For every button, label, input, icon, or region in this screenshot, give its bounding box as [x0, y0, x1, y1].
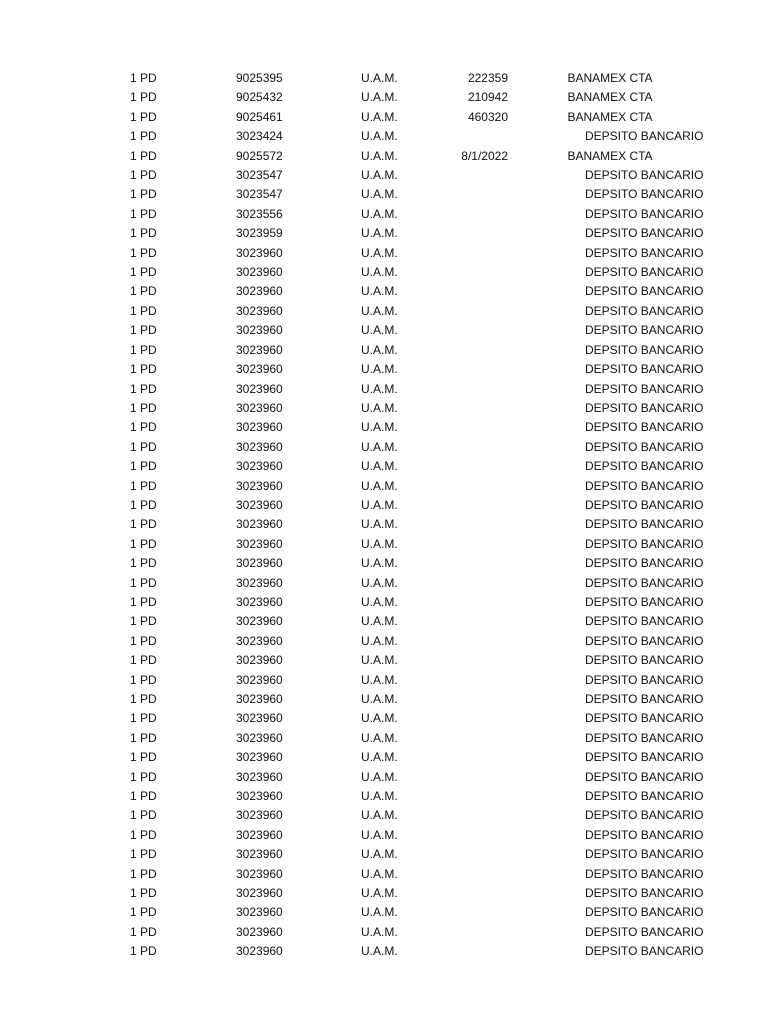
cell-description: DEPSITO BANCARIO: [585, 556, 704, 571]
cell-document-number: 3023960: [236, 847, 283, 862]
cell-organization: U.A.M.: [361, 847, 398, 862]
cell-organization: U.A.M.: [361, 478, 398, 493]
cell-reference: [430, 787, 508, 806]
table-row: [0, 360, 768, 379]
cell-description: DEPSITO BANCARIO: [585, 536, 704, 551]
cell-reference: [430, 438, 508, 457]
cell-reference: [430, 826, 508, 845]
cell-type: 1 PD: [130, 168, 157, 183]
cell-organization: U.A.M.: [361, 614, 398, 629]
cell-reference: [430, 632, 508, 651]
table-row: [0, 224, 768, 243]
cell-document-number: 3023960: [236, 245, 283, 260]
cell-type: 1 PD: [130, 148, 157, 163]
cell-organization: U.A.M.: [361, 633, 398, 648]
cell-organization: U.A.M.: [361, 886, 398, 901]
table-row: [0, 806, 768, 825]
cell-document-number: 3023960: [236, 381, 283, 396]
cell-reference: [430, 748, 508, 767]
cell-document-number: 3023960: [236, 672, 283, 687]
cell-organization: U.A.M.: [361, 71, 398, 85]
table-row: [0, 593, 768, 612]
cell-reference: [430, 845, 508, 864]
cell-description: DEPSITO BANCARIO: [585, 924, 704, 939]
cell-type: 1 PD: [130, 653, 157, 668]
table-row: [0, 768, 768, 787]
cell-type: 1 PD: [130, 847, 157, 862]
cell-type: 1 PD: [130, 536, 157, 551]
cell-description: DEPSITO BANCARIO: [585, 303, 704, 318]
table-row: [0, 884, 768, 903]
cell-reference: [430, 554, 508, 573]
cell-document-number: 3023960: [236, 866, 283, 881]
table-row: [0, 399, 768, 418]
cell-description: DEPSITO BANCARIO: [585, 594, 704, 609]
cell-description: DEPSITO BANCARIO: [585, 168, 704, 183]
cell-type: 1 PD: [130, 303, 157, 318]
cell-type: 1 PD: [130, 362, 157, 377]
cell-document-number: 9025461: [236, 109, 283, 124]
table-row: [0, 166, 768, 185]
cell-type: 1 PD: [130, 478, 157, 493]
cell-type: 1 PD: [130, 750, 157, 765]
cell-reference: [430, 515, 508, 534]
cell-description: DEPSITO BANCARIO: [585, 866, 704, 881]
cell-description: DEPSITO BANCARIO: [585, 827, 704, 842]
spreadsheet-page: [0, 69, 768, 962]
cell-type: 1 PD: [130, 944, 157, 959]
cell-type: 1 PD: [130, 439, 157, 454]
cell-type: 1 PD: [130, 71, 157, 85]
cell-type: 1 PD: [130, 265, 157, 280]
cell-reference: [430, 380, 508, 399]
table-row: [0, 612, 768, 631]
cell-organization: U.A.M.: [361, 168, 398, 183]
cell-reference: [430, 690, 508, 709]
cell-type: 1 PD: [130, 633, 157, 648]
cell-type: 1 PD: [130, 594, 157, 609]
cell-description: DEPSITO BANCARIO: [585, 439, 704, 454]
cell-organization: U.A.M.: [361, 187, 398, 202]
cell-reference: [430, 127, 508, 146]
table-row: [0, 127, 768, 146]
cell-organization: U.A.M.: [361, 536, 398, 551]
cell-reference: [430, 302, 508, 321]
cell-reference: [430, 399, 508, 418]
cell-description: DEPSITO BANCARIO: [585, 575, 704, 590]
cell-reference: [430, 729, 508, 748]
table-row: [0, 88, 768, 107]
cell-document-number: 3023960: [236, 342, 283, 357]
cell-organization: U.A.M.: [361, 556, 398, 571]
cell-reference: [430, 593, 508, 612]
table-row: [0, 651, 768, 670]
cell-organization: U.A.M.: [361, 439, 398, 454]
cell-organization: U.A.M.: [361, 808, 398, 823]
table-row: [0, 205, 768, 224]
cell-organization: U.A.M.: [361, 711, 398, 726]
cell-document-number: 3023556: [236, 206, 283, 221]
cell-organization: U.A.M.: [361, 944, 398, 959]
cell-type: 1 PD: [130, 129, 157, 144]
cell-type: 1 PD: [130, 692, 157, 706]
cell-organization: U.A.M.: [361, 90, 398, 105]
table-row: [0, 477, 768, 496]
table-row: [0, 185, 768, 204]
cell-description: DEPSITO BANCARIO: [585, 730, 704, 745]
cell-organization: U.A.M.: [361, 789, 398, 804]
cell-type: 1 PD: [130, 905, 157, 920]
cell-reference: [430, 457, 508, 476]
table-row: [0, 942, 768, 961]
cell-type: 1 PD: [130, 556, 157, 571]
cell-reference: [430, 185, 508, 204]
table-row: [0, 457, 768, 476]
cell-description: DEPSITO BANCARIO: [585, 633, 704, 648]
table-row: [0, 244, 768, 263]
cell-document-number: 3023960: [236, 459, 283, 474]
cell-organization: U.A.M.: [361, 303, 398, 318]
table-row: [0, 903, 768, 922]
cell-organization: U.A.M.: [361, 226, 398, 241]
cell-reference: [430, 360, 508, 379]
cell-organization: U.A.M.: [361, 284, 398, 299]
cell-document-number: 3023960: [236, 594, 283, 609]
cell-organization: U.A.M.: [361, 769, 398, 784]
cell-reference: [430, 651, 508, 670]
cell-type: 1 PD: [130, 400, 157, 415]
cell-description: DEPSITO BANCARIO: [585, 614, 704, 629]
cell-document-number: 3023960: [236, 303, 283, 318]
cell-organization: U.A.M.: [361, 750, 398, 765]
table-row: [0, 147, 768, 166]
cell-reference: [430, 263, 508, 282]
cell-organization: U.A.M.: [361, 420, 398, 435]
cell-description: DEPSITO BANCARIO: [585, 323, 704, 338]
cell-type: 1 PD: [130, 323, 157, 338]
table-row: [0, 418, 768, 437]
cell-reference: [430, 205, 508, 224]
cell-document-number: 3023960: [236, 536, 283, 551]
cell-type: 1 PD: [130, 497, 157, 512]
cell-type: 1 PD: [130, 730, 157, 745]
cell-reference: [430, 865, 508, 884]
cell-document-number: 9025572: [236, 148, 283, 163]
cell-document-number: 3023960: [236, 944, 283, 959]
cell-reference: 210942: [467, 90, 508, 105]
cell-document-number: 3023960: [236, 653, 283, 668]
table-row: [0, 496, 768, 515]
table-row: [0, 515, 768, 534]
cell-description: DEPSITO BANCARIO: [585, 206, 704, 221]
cell-document-number: 3023960: [236, 789, 283, 804]
cell-description: DEPSITO BANCARIO: [585, 342, 704, 357]
table-row: [0, 321, 768, 340]
cell-reference: [430, 574, 508, 593]
cell-organization: U.A.M.: [361, 381, 398, 396]
cell-type: 1 PD: [130, 109, 157, 124]
cell-description: DEPSITO BANCARIO: [585, 711, 704, 726]
table-row: [0, 709, 768, 728]
cell-description: DEPSITO BANCARIO: [585, 653, 704, 668]
cell-reference: [430, 942, 508, 961]
cell-document-number: 3023960: [236, 730, 283, 745]
cell-organization: U.A.M.: [361, 497, 398, 512]
cell-document-number: 3023960: [236, 886, 283, 901]
cell-document-number: 3023960: [236, 478, 283, 493]
cell-organization: U.A.M.: [361, 653, 398, 668]
cell-document-number: 3023960: [236, 614, 283, 629]
table-row: [0, 729, 768, 748]
cell-reference: [430, 477, 508, 496]
cell-organization: U.A.M.: [361, 459, 398, 474]
cell-reference: [430, 321, 508, 340]
table-row: [0, 865, 768, 884]
cell-type: 1 PD: [130, 90, 157, 105]
table-row: [0, 108, 768, 127]
cell-type: 1 PD: [130, 672, 157, 687]
cell-reference: [430, 612, 508, 631]
cell-reference: [430, 806, 508, 825]
cell-reference: [430, 535, 508, 554]
cell-type: 1 PD: [130, 226, 157, 241]
cell-document-number: 3023960: [236, 924, 283, 939]
cell-reference: [430, 884, 508, 903]
cell-organization: U.A.M.: [361, 129, 398, 144]
cell-reference: [430, 282, 508, 301]
cell-description: DEPSITO BANCARIO: [585, 692, 704, 706]
cell-description: DEPSITO BANCARIO: [585, 750, 704, 765]
cell-document-number: 3023960: [236, 692, 283, 706]
cell-document-number: 3023959: [236, 226, 283, 241]
table-row: [0, 845, 768, 864]
cell-type: 1 PD: [130, 517, 157, 532]
cell-description: DEPSITO BANCARIO: [585, 362, 704, 377]
cell-type: 1 PD: [130, 342, 157, 357]
cell-description: DEPSITO BANCARIO: [585, 420, 704, 435]
cell-reference: [430, 496, 508, 515]
cell-description: DEPSITO BANCARIO: [585, 905, 704, 920]
cell-type: 1 PD: [130, 575, 157, 590]
cell-document-number: 3023960: [236, 633, 283, 648]
cell-document-number: 3023547: [236, 187, 283, 202]
cell-organization: U.A.M.: [361, 206, 398, 221]
cell-document-number: 3023960: [236, 497, 283, 512]
cell-type: 1 PD: [130, 886, 157, 901]
cell-document-number: 3023960: [236, 905, 283, 920]
table-row: [0, 574, 768, 593]
cell-document-number: 3023960: [236, 750, 283, 765]
cell-organization: U.A.M.: [361, 109, 398, 124]
cell-type: 1 PD: [130, 924, 157, 939]
cell-description: DEPSITO BANCARIO: [585, 769, 704, 784]
cell-organization: U.A.M.: [361, 866, 398, 881]
table-row: [0, 690, 768, 709]
table-row: [0, 671, 768, 690]
cell-document-number: 3023960: [236, 556, 283, 571]
cell-type: 1 PD: [130, 420, 157, 435]
cell-organization: U.A.M.: [361, 265, 398, 280]
cell-type: 1 PD: [130, 381, 157, 396]
cell-type: 1 PD: [130, 827, 157, 842]
cell-description: DEPSITO BANCARIO: [585, 265, 704, 280]
cell-description: DEPSITO BANCARIO: [585, 808, 704, 823]
cell-description: DEPSITO BANCARIO: [585, 886, 704, 901]
table-row: [0, 380, 768, 399]
cell-type: 1 PD: [130, 866, 157, 881]
cell-type: 1 PD: [130, 614, 157, 629]
cell-type: 1 PD: [130, 459, 157, 474]
table-row: [0, 438, 768, 457]
table-row: [0, 554, 768, 573]
cell-description: BANAMEX CTA: [567, 71, 653, 85]
cell-reference: [430, 341, 508, 360]
table-row: [0, 632, 768, 651]
cell-reference: [430, 166, 508, 185]
cell-description: DEPSITO BANCARIO: [585, 944, 704, 959]
cell-organization: U.A.M.: [361, 362, 398, 377]
cell-description: DEPSITO BANCARIO: [585, 226, 704, 241]
table-row: [0, 282, 768, 301]
cell-reference: [430, 903, 508, 922]
cell-organization: U.A.M.: [361, 692, 398, 706]
cell-description: DEPSITO BANCARIO: [585, 129, 704, 144]
cell-document-number: 3023960: [236, 265, 283, 280]
cell-organization: U.A.M.: [361, 905, 398, 920]
table-row: [0, 787, 768, 806]
cell-organization: U.A.M.: [361, 730, 398, 745]
cell-organization: U.A.M.: [361, 575, 398, 590]
cell-organization: U.A.M.: [361, 517, 398, 532]
cell-description: DEPSITO BANCARIO: [585, 497, 704, 512]
cell-type: 1 PD: [130, 789, 157, 804]
table-row: [0, 341, 768, 360]
cell-organization: U.A.M.: [361, 594, 398, 609]
cell-reference: [430, 418, 508, 437]
cell-document-number: 3023960: [236, 711, 283, 726]
cell-description: DEPSITO BANCARIO: [585, 187, 704, 202]
cell-document-number: 9025432: [236, 90, 283, 105]
cell-document-number: 3023960: [236, 808, 283, 823]
table-row: [0, 302, 768, 321]
cell-reference: 460320: [467, 109, 508, 124]
cell-document-number: 3023960: [236, 575, 283, 590]
cell-type: 1 PD: [130, 245, 157, 260]
cell-reference: [430, 224, 508, 243]
cell-organization: U.A.M.: [361, 245, 398, 260]
table-row: [0, 748, 768, 767]
cell-description: BANAMEX CTA: [567, 109, 653, 124]
table-row: [0, 826, 768, 845]
cell-document-number: 3023960: [236, 769, 283, 784]
table-row: [0, 69, 768, 88]
cell-document-number: 3023960: [236, 517, 283, 532]
cell-description: DEPSITO BANCARIO: [585, 245, 704, 260]
cell-description: DEPSITO BANCARIO: [585, 478, 704, 493]
cell-organization: U.A.M.: [361, 323, 398, 338]
cell-description: DEPSITO BANCARIO: [585, 284, 704, 299]
cell-description: BANAMEX CTA: [567, 90, 653, 105]
cell-description: DEPSITO BANCARIO: [585, 847, 704, 862]
cell-description: DEPSITO BANCARIO: [585, 517, 704, 532]
cell-document-number: 9025395: [236, 71, 283, 85]
cell-document-number: 3023424: [236, 129, 283, 144]
cell-description: DEPSITO BANCARIO: [585, 789, 704, 804]
cell-organization: U.A.M.: [361, 672, 398, 687]
cell-description: DEPSITO BANCARIO: [585, 459, 704, 474]
cell-description: BANAMEX CTA: [567, 148, 653, 163]
cell-organization: U.A.M.: [361, 827, 398, 842]
cell-document-number: 3023960: [236, 420, 283, 435]
cell-description: DEPSITO BANCARIO: [585, 381, 704, 396]
cell-reference: [430, 709, 508, 728]
cell-organization: U.A.M.: [361, 924, 398, 939]
cell-reference: [430, 671, 508, 690]
table-row: [0, 535, 768, 554]
cell-document-number: 3023960: [236, 362, 283, 377]
cell-type: 1 PD: [130, 711, 157, 726]
cell-document-number: 3023960: [236, 323, 283, 338]
cell-type: 1 PD: [130, 206, 157, 221]
table-row: [0, 923, 768, 942]
cell-document-number: 3023960: [236, 439, 283, 454]
cell-reference: [430, 244, 508, 263]
cell-reference: [430, 768, 508, 787]
cell-reference: 8/1/2022: [461, 148, 508, 163]
cell-type: 1 PD: [130, 808, 157, 823]
cell-description: DEPSITO BANCARIO: [585, 672, 704, 687]
cell-organization: U.A.M.: [361, 400, 398, 415]
cell-organization: U.A.M.: [361, 148, 398, 163]
cell-organization: U.A.M.: [361, 342, 398, 357]
cell-type: 1 PD: [130, 187, 157, 202]
cell-type: 1 PD: [130, 284, 157, 299]
cell-description: DEPSITO BANCARIO: [585, 400, 704, 415]
cell-document-number: 3023960: [236, 284, 283, 299]
cell-document-number: 3023960: [236, 400, 283, 415]
cell-reference: 222359: [467, 71, 508, 85]
cell-document-number: 3023960: [236, 827, 283, 842]
table-row: [0, 263, 768, 282]
cell-document-number: 3023547: [236, 168, 283, 183]
cell-reference: [430, 923, 508, 942]
cell-type: 1 PD: [130, 769, 157, 784]
